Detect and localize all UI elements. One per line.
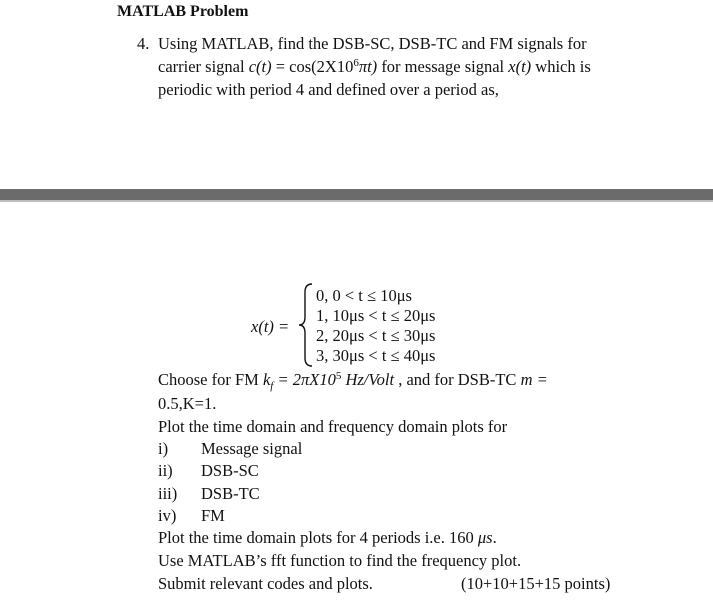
list-item-label: FM [201, 506, 225, 525]
carrier-pi-t: πt) [358, 57, 378, 76]
periods-end: . [492, 528, 497, 547]
periods-unit: μs [477, 528, 493, 547]
question-line-1: Using MATLAB, find the DSB-SC, DSB-TC and FM signals for [158, 34, 587, 53]
kf-subscript: f [270, 380, 274, 392]
kf-exponent: 5 [335, 370, 342, 382]
message-suffix: which is [531, 57, 591, 76]
kf-unit: Hz/Volt [341, 370, 395, 389]
question-number: 4. [137, 34, 150, 53]
kf-value: = 2πX10 [273, 370, 336, 389]
plot-instruction: Plot the time domain and frequency domain plots for [158, 417, 508, 436]
piecewise-lhs: x(t) = [251, 317, 290, 336]
list-item-marker: ii) [158, 461, 173, 480]
list-item-label: Message signal [201, 439, 303, 458]
fft-instruction: Use MATLAB’s fft function to find the frequency plot. [158, 551, 522, 570]
question-line-3: periodic with period 4 and defined over a period as, [158, 80, 499, 99]
problem-heading: MATLAB Problem [117, 3, 249, 20]
submit-instruction: Submit relevant codes and plots. [158, 574, 373, 593]
page-divider [0, 189, 713, 200]
list-item-marker: iii) [158, 484, 178, 503]
periods-instruction [158, 528, 497, 548]
params-line-1 [158, 370, 548, 392]
piecewise-case-3: 2, 20μs < t ≤ 30μs [316, 326, 436, 345]
page-divider-shadow [0, 200, 713, 202]
piecewise-case-2: 1, 10μs < t ≤ 20μs [316, 306, 436, 325]
message-symbol: x(t) [508, 57, 532, 76]
carrier-prefix: carrier signal [158, 57, 249, 76]
piecewise-case-1: 0, 0 < t ≤ 10μs [316, 286, 412, 305]
message-prefix: for message signal [377, 57, 509, 76]
list-item-label: DSB-TC [201, 484, 260, 503]
list-item-marker: i) [158, 439, 169, 458]
list-item-marker: iv) [158, 506, 177, 525]
m-symbol: m = [520, 370, 548, 389]
params-mid: , and for DSB-TC [394, 370, 521, 389]
carrier-exponent: 6 [353, 57, 359, 69]
params-choose: Choose for FM [158, 370, 263, 389]
kf-symbol: k [262, 370, 271, 389]
question-line-2 [158, 57, 591, 77]
periods-text: Plot the time domain plots for 4 periods i.e. 160 [158, 528, 478, 547]
list-item-label: DSB-SC [201, 461, 259, 480]
points-label: (10+10+15+15 points) [461, 574, 611, 593]
carrier-equation: = cos(2X10 [271, 57, 354, 76]
piecewise-case-4: 3, 30μs < t ≤ 40μs [316, 346, 436, 365]
piecewise-brace [298, 283, 314, 367]
carrier-symbol: c(t) [248, 57, 272, 76]
params-line-2: 0.5,K=1. [158, 394, 217, 413]
